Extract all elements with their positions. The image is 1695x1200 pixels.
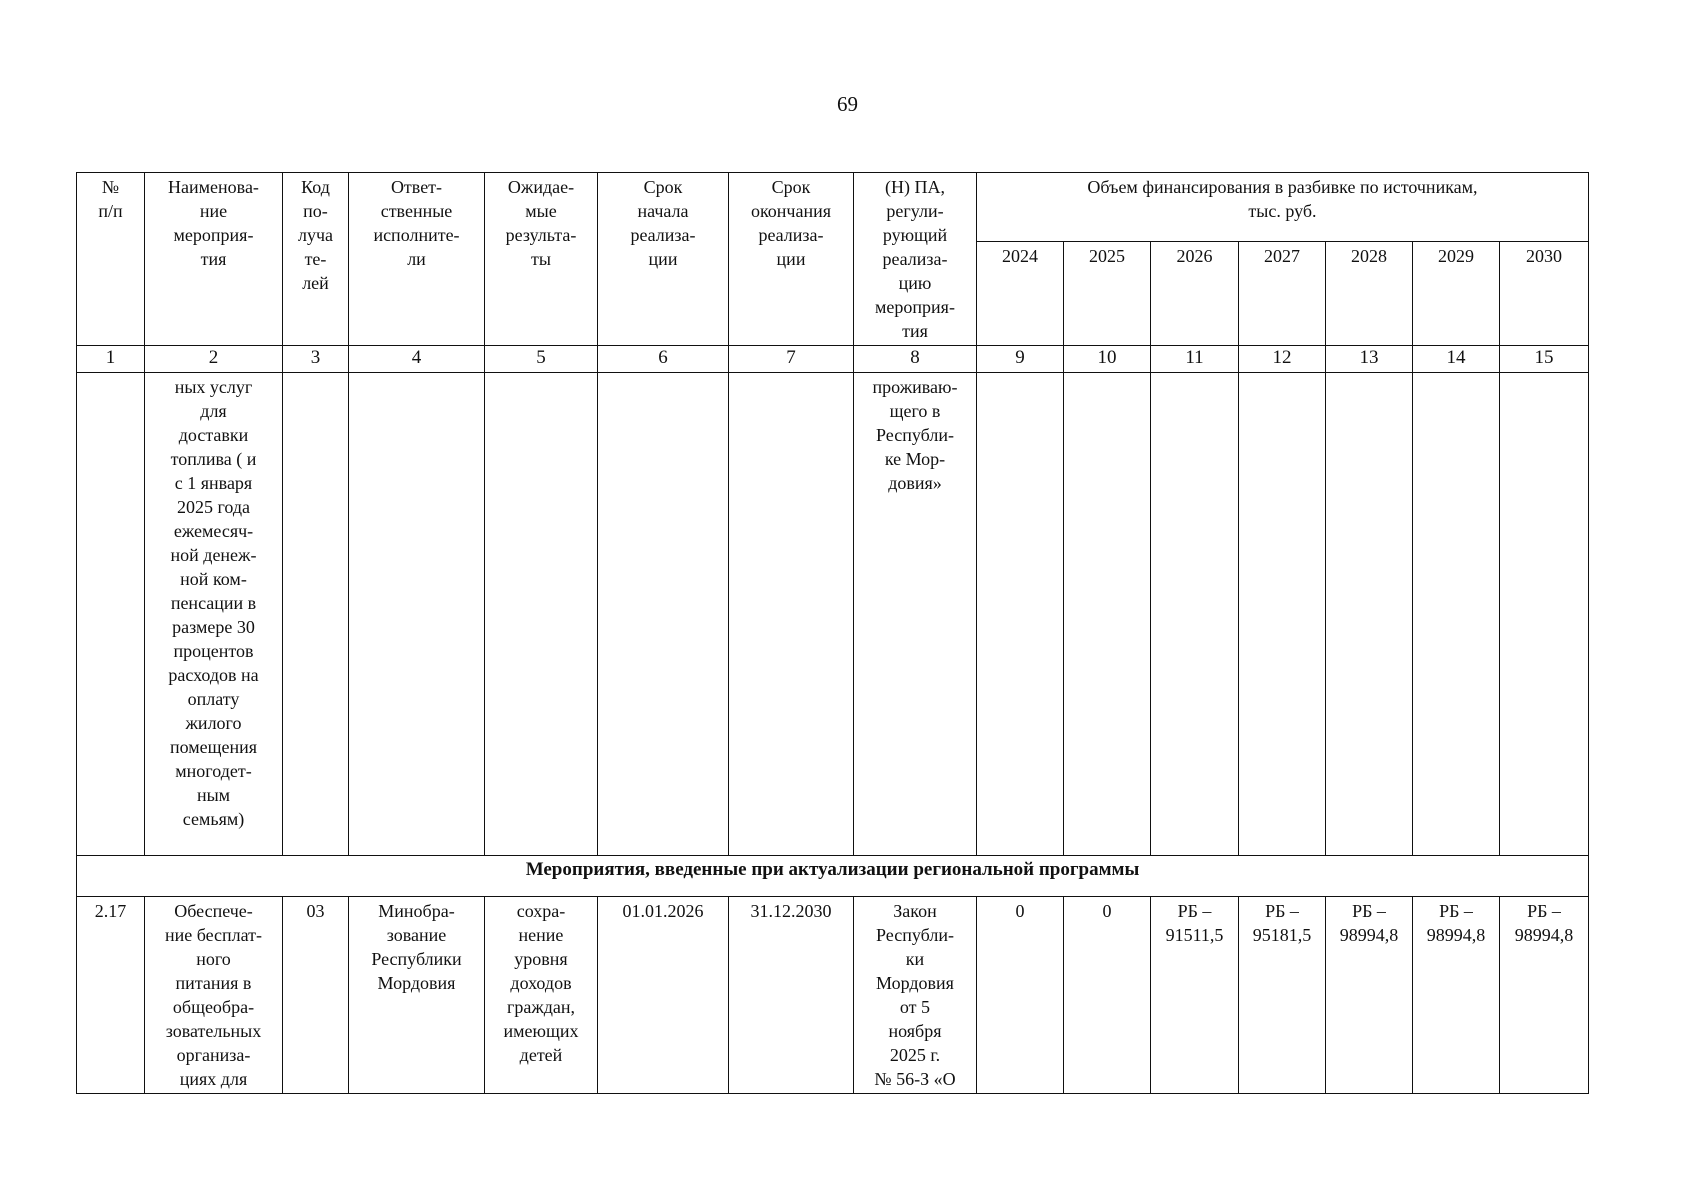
continuation-activity-name: ных услуг для доставки топлива ( и с 1 января 2025 года ежемесяч- ной денеж- ной ком- пенсации в размере 30 процентов расходов на оплату жилого помещения многодет- ным семьям) [145, 373, 283, 856]
header-expected-results: Ожидае- мые результа- ты [485, 173, 598, 346]
end-date: 31.12.2030 [729, 897, 854, 1094]
expected-results: сохра- нение уровня доходов граждан, имеющих детей [485, 897, 598, 1094]
section-row [77, 856, 1589, 897]
financing-value-2027: РБ – 95181,5 [1239, 897, 1326, 1094]
empty-cell [1500, 373, 1589, 856]
financing-value-2028: РБ – 98994,8 [1326, 897, 1413, 1094]
column-number: 4 [349, 346, 485, 373]
header-number: № п/п [77, 173, 145, 346]
column-number: 5 [485, 346, 598, 373]
column-number: 12 [1239, 346, 1326, 373]
legal-act: Закон Республи- ки Мордовия от 5 ноября 2025 г. № 56-З «О [854, 897, 977, 1094]
financing-value-2030: РБ – 98994,8 [1500, 897, 1589, 1094]
financing-value-2024: 0 [977, 897, 1064, 1094]
empty-cell [1326, 373, 1413, 856]
start-date: 01.01.2026 [598, 897, 729, 1094]
financing-value-2026: РБ – 91511,5 [1151, 897, 1239, 1094]
header-year: 2027 [1239, 242, 1326, 346]
column-number: 7 [729, 346, 854, 373]
header-year: 2030 [1500, 242, 1589, 346]
column-number: 1 [77, 346, 145, 373]
financing-value-2029: РБ – 98994,8 [1413, 897, 1500, 1094]
row-number: 2.17 [77, 897, 145, 1094]
header-year: 2025 [1064, 242, 1151, 346]
header-year: 2024 [977, 242, 1064, 346]
header-end-date: Срок окончания реализа- ции [729, 173, 854, 346]
empty-cell [1413, 373, 1500, 856]
section-title: Мероприятия, введенные при актуализации региональной программы [77, 856, 1589, 897]
table-row [77, 897, 1589, 1094]
header-activity-name: Наименова- ние мероприя- тия [145, 173, 283, 346]
header-year: 2029 [1413, 242, 1500, 346]
column-number: 8 [854, 346, 977, 373]
activity-name: Обеспече- ние бесплат- ного питания в общеобра- зовательных организа- циях для [145, 897, 283, 1094]
column-number: 15 [1500, 346, 1589, 373]
header-financing: Объем финансирования в разбивке по источникам, тыс. руб. [977, 173, 1589, 242]
column-number: 13 [1326, 346, 1413, 373]
empty-cell [729, 373, 854, 856]
header-year: 2028 [1326, 242, 1413, 346]
empty-cell [485, 373, 598, 856]
page-number: 69 [837, 92, 858, 116]
empty-cell [283, 373, 349, 856]
empty-cell [1239, 373, 1326, 856]
empty-cell [77, 373, 145, 856]
header-executors: Ответ- ственные исполните- ли [349, 173, 485, 346]
recipient-code: 03 [283, 897, 349, 1094]
column-number: 10 [1064, 346, 1151, 373]
header-year: 2026 [1151, 242, 1239, 346]
column-number: 11 [1151, 346, 1239, 373]
financing-value-2025: 0 [1064, 897, 1151, 1094]
empty-cell [349, 373, 485, 856]
empty-cell [1064, 373, 1151, 856]
empty-cell [1151, 373, 1239, 856]
header-row [77, 173, 1589, 242]
header-legal-act: (Н) ПА, регули- рующий реализа- цию мероприя- тия [854, 173, 977, 346]
column-numbers-row [77, 346, 1589, 373]
continuation-row [77, 373, 1589, 856]
continuation-legal-act: проживаю- щего в Республи- ке Мор- довия» [854, 373, 977, 856]
empty-cell [598, 373, 729, 856]
empty-cell [977, 373, 1064, 856]
executor: Минобра- зование Республики Мордовия [349, 897, 485, 1094]
financing-table [76, 172, 1589, 1094]
column-number: 14 [1413, 346, 1500, 373]
column-number: 3 [283, 346, 349, 373]
column-number: 2 [145, 346, 283, 373]
column-number: 9 [977, 346, 1064, 373]
column-number: 6 [598, 346, 729, 373]
header-recipient-code: Код по- луча те- лей [283, 173, 349, 346]
header-start-date: Срок начала реализа- ции [598, 173, 729, 346]
